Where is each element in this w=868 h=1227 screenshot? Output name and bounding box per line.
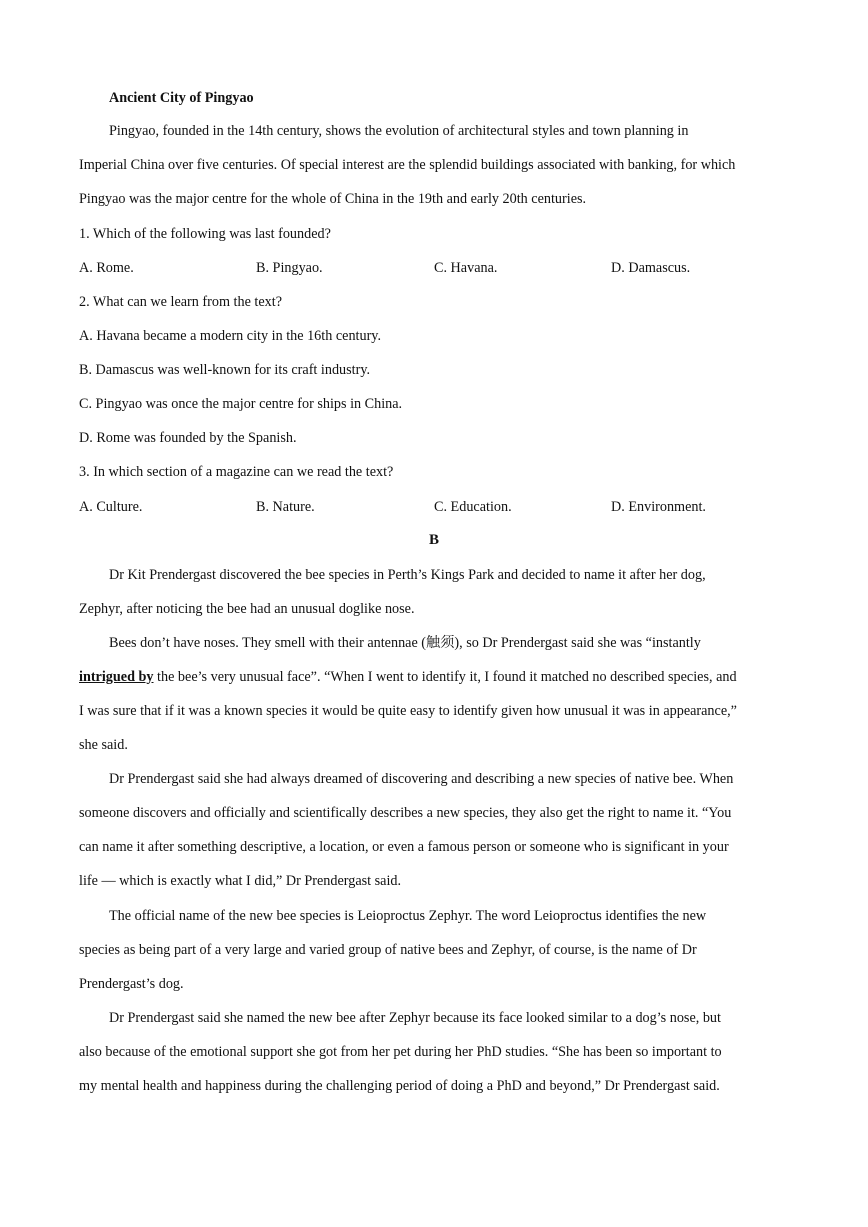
question-3-option-b: B. Nature. [256,499,315,515]
paragraph-line: Pingyao was the major centre for the whole of China in the 19th and early 20th centuries. [79,191,587,207]
question-2-option-b: B. Damascus was well-known for its craft industry. [79,362,371,378]
question-3-stem: 3. In which section of a magazine can we read the text? [79,464,394,480]
question-1-option-c: C. Havana. [434,260,498,276]
paragraph-line: Dr Prendergast said she had always dreamed of discovering and describing a new species of native bee. When [109,771,734,787]
question-1-option-d: D. Damascus. [611,260,691,276]
underlined-phrase: intrigued by [79,669,154,685]
paragraph-line: The official name of the new bee species is Leioproctus Zephyr. The word Leioproctus identifies the new [109,908,707,924]
question-1-option-b: B. Pingyao. [256,260,323,276]
paragraph-line: Pingyao, founded in the 14th century, shows the evolution of architectural styles and town planning in [109,123,689,139]
paragraph-line: species as being part of a very large and varied group of native bees and Zephyr, of course, is the name of Dr [79,942,697,958]
question-1-stem: 1. Which of the following was last founded? [79,226,331,242]
question-2-stem: 2. What can we learn from the text? [79,294,283,310]
section-heading: B [428,532,439,548]
question-3-option-d: D. Environment. [611,499,706,515]
paragraph-line: can name it after something descriptive, a location, or even a famous person or someone who is significant in your [79,839,729,855]
question-3-option-c: C. Education. [434,499,512,515]
paragraph-line: Bees don’t have noses. They smell with their antennae (触须), so Dr Prendergast said she was “instantly [109,635,701,651]
paragraph-line: Dr Prendergast said she named the new bee after Zephyr because its face looked similar to a dog’s nose, but [109,1010,721,1026]
question-2-option-a: A. Havana became a modern city in the 16th century. [79,328,382,344]
paragraph-line: I was sure that if it was a known species it would be quite easy to identify given how unusual it was in appearance,” [79,703,737,719]
paragraph-line: she said. [79,737,128,753]
paragraph-line: Dr Kit Prendergast discovered the bee species in Perth’s Kings Park and decided to name it after her dog, [109,567,706,583]
question-3-option-a: A. Culture. [79,499,143,515]
article-title: Ancient City of Pingyao [109,90,254,106]
question-2-option-c: C. Pingyao was once the major centre for ships in China. [79,396,403,412]
paragraph-line [79,667,791,687]
paragraph-line: Zephyr, after noticing the bee had an unusual doglike nose. [79,601,415,617]
paragraph-line: my mental health and happiness during the challenging period of doing a PhD and beyond,” Dr Prendergast said. [79,1078,720,1094]
question-1-option-a: A. Rome. [79,260,134,276]
paragraph-text: the bee’s very unusual face”. “When I went to identify it, I found it matched no described species, and [153,669,737,685]
paragraph-line: life — which is exactly what I did,” Dr Prendergast said. [79,873,402,889]
paragraph-line: Prendergast’s dog. [79,976,184,992]
paragraph-line: also because of the emotional support she got from her pet during her PhD studies. “She has been so important to [79,1044,722,1060]
paragraph-line: Imperial China over five centuries. Of special interest are the splendid buildings associated with banking, for which [79,157,736,173]
paragraph-line: someone discovers and officially and scientifically describes a new species, they also get the right to name it. “You [79,805,732,821]
question-2-option-d: D. Rome was founded by the Spanish. [79,430,297,446]
